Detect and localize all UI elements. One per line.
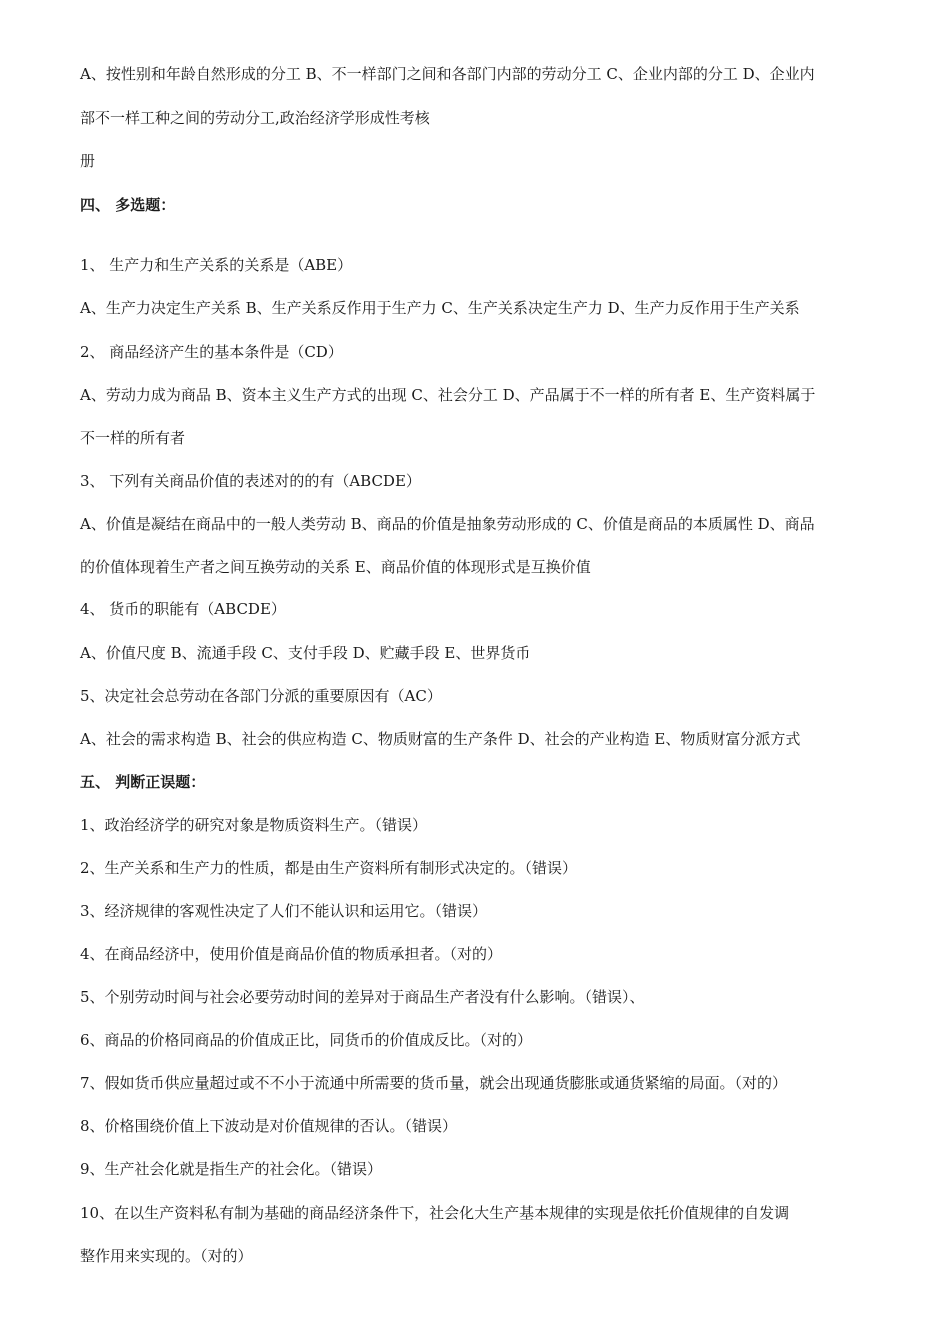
judgment-item: 10、在以生产资料私有制为基础的商品经济条件下，社会化大生产基本规律的实现是依托价值规律的自发调 [80,1204,790,1222]
judgment-item: 9、生产社会化就是指生产的社会化。（错误） [80,1160,383,1178]
text-line: 册 [80,152,96,170]
option-line: A、价值尺度 B、流通手段 C、支付手段 D、贮藏手段 E、世界货币 [80,644,531,662]
section-heading: 四、 多选题： [80,196,176,214]
judgment-item: 3、经济规律的客观性决定了人们不能认识和运用它。（错误） [80,902,488,920]
question-line: 1、 生产力和生产关系的关系是（ABE） [80,256,353,274]
option-line: A、价值是凝结在商品中的一般人类劳动 B、商品的价值是抽象劳动形成的 C、价值是商品的本质属性 D、商品 [80,515,815,533]
judgment-item: 5、个别劳动时间与社会必要劳动时间的差异对于商品生产者没有什么影响。（错误）、 [80,988,645,1006]
judgment-item: 7、假如货币供应量超过或不不小于流通中所需要的货币量，就会出现通货膨胀或通货紧缩的局面。（对的） [80,1074,788,1092]
section-heading: 五、 判断正误题： [80,773,206,791]
option-line: A、劳动力成为商品 B、资本主义生产方式的出现 C、社会分工 D、产品属于不一样的所有者 E、生产资料属于 [80,386,816,404]
option-line: 的价值体现着生产者之间互换劳动的关系 E、商品价值的体现形式是互换价值 [80,558,591,576]
judgment-item: 2、生产关系和生产力的性质，都是由生产资料所有制形式决定的。（错误） [80,859,578,877]
judgment-item: 整作用来实现的。（对的） [80,1247,253,1265]
question-line: 5、决定社会总劳动在各部门分派的重要原因有（AC） [80,687,442,705]
option-line: A、生产力决定生产关系 B、生产关系反作用于生产力 C、生产关系决定生产力 D、生产力反作用于生产关系 [80,299,800,317]
judgment-item: 6、商品的价格同商品的价值成正比，同货币的价值成反比。（对的） [80,1031,533,1049]
question-line: 4、 货币的职能有（ABCDE） [80,600,286,618]
option-line: A、社会的需求构造 B、社会的供应构造 C、物质财富的生产条件 D、社会的产业构造 E、物质财富分派方式 [80,730,801,748]
option-line: 不一样的所有者 [80,429,186,447]
judgment-item: 1、政治经济学的研究对象是物质资料生产。（错误） [80,816,428,834]
question-line: 2、 商品经济产生的基本条件是（CD） [80,343,343,361]
question-line: 3、 下列有关商品价值的表述对的的有（ABCDE） [80,472,421,490]
judgment-item: 4、在商品经济中，使用价值是商品价值的物质承担者。（对的） [80,945,503,963]
text-line: 部不一样工种之间的劳动分工,政治经济学形成性考核 [80,109,430,127]
judgment-item: 8、价格围绕价值上下波动是对价值规律的否认。（错误） [80,1117,458,1135]
text-line: A、按性别和年龄自然形成的分工 B、不一样部门之间和各部门内部的劳动分工 C、企业内部的分工 D、企业内 [80,65,815,83]
